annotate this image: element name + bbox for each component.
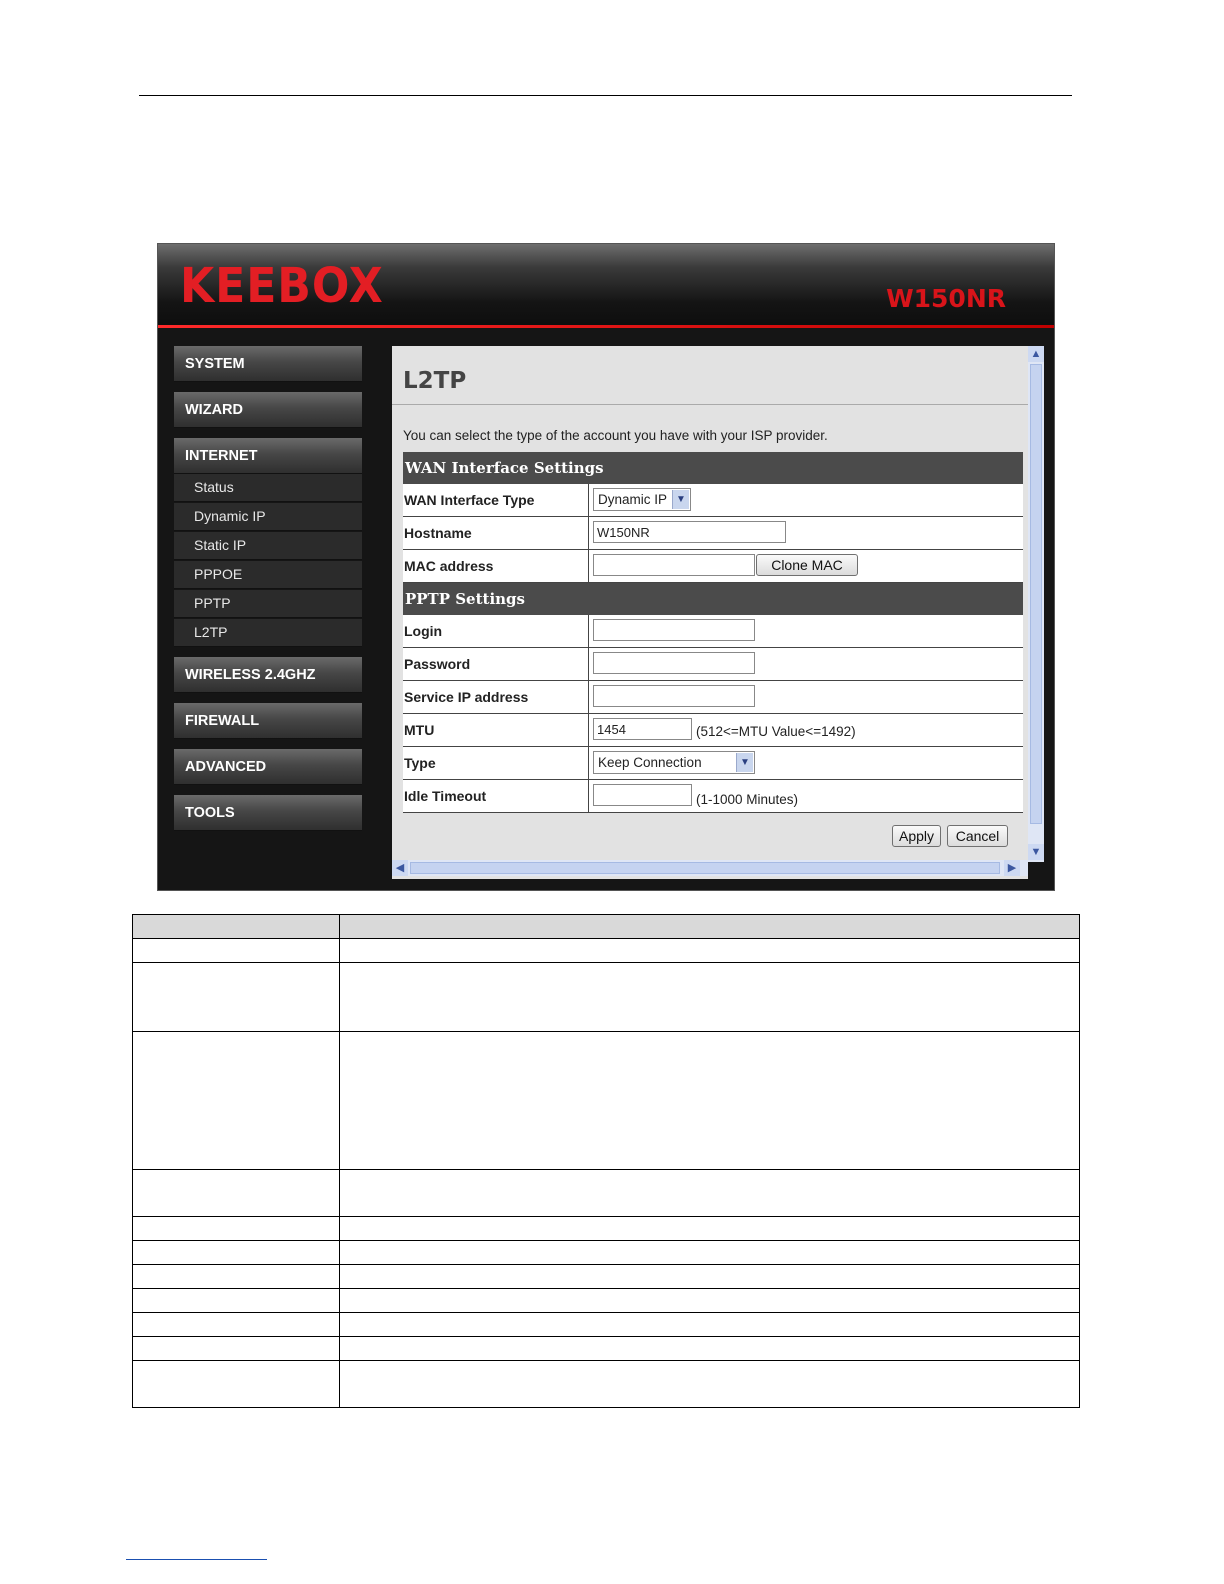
header-red-line [158,325,1054,328]
scroll-up-icon[interactable]: ▲ [1028,346,1044,362]
idle-timeout-input[interactable] [593,784,692,806]
table-row [133,1217,1080,1241]
wan-type-value: Dynamic IP [598,492,668,507]
login-label: Login [404,615,589,647]
cancel-button[interactable]: Cancel [947,825,1008,847]
idle-timeout-row [403,780,1023,813]
table-row [133,1337,1080,1361]
scroll-left-icon[interactable]: ◀ [392,860,408,876]
description-table [132,914,1080,1408]
subnav-status[interactable]: Status [174,474,362,502]
nav-wizard[interactable]: WIZARD [174,392,362,428]
router-header [158,244,1054,328]
wan-type-select[interactable] [593,488,691,511]
table-row [133,939,1080,963]
table-row [133,1032,1080,1170]
login-input[interactable] [593,619,755,641]
nav-advanced[interactable]: ADVANCED [174,749,362,785]
internet-submenu [174,474,362,647]
wan-type-label: WAN Interface Type [404,484,589,516]
horizontal-scrollbar[interactable] [392,860,1028,876]
chevron-down-icon: ▼ [736,753,753,772]
title-divider [392,404,1028,405]
table-header-row [133,915,1080,939]
mac-label: MAC address [404,550,589,582]
footer-link-underline [126,1559,267,1560]
vertical-scroll-thumb[interactable] [1030,364,1042,824]
password-row [403,648,1023,681]
horizontal-scroll-thumb[interactable] [410,862,1000,874]
subnav-pppoe[interactable]: PPPOE [174,561,362,589]
table-row [133,1313,1080,1337]
table-row [133,1289,1080,1313]
mtu-hint: (512<=MTU Value<=1492) [696,724,856,739]
connection-type-select[interactable] [593,751,755,774]
password-label: Password [404,648,589,680]
content-panel [392,346,1028,879]
table-row [133,963,1080,1032]
connection-type-row [403,747,1023,780]
connection-type-value: Keep Connection [598,755,702,770]
subnav-static-ip[interactable]: Static IP [174,532,362,560]
login-row [403,615,1023,648]
nav-system[interactable]: SYSTEM [174,346,362,382]
model-name: W150NR [886,284,1006,313]
page-title: L2TP [403,368,467,394]
scroll-right-icon[interactable]: ▶ [1004,860,1020,876]
nav-firewall[interactable]: FIREWALL [174,703,362,739]
page-top-rule [139,95,1072,96]
settings-form [403,452,1023,813]
hostname-label: Hostname [404,517,589,549]
table-row [133,1265,1080,1289]
nav-wireless[interactable]: WIRELESS 2.4GHZ [174,657,362,693]
mtu-input[interactable]: 1454 [593,718,692,740]
password-input[interactable] [593,652,755,674]
nav-tools[interactable]: TOOLS [174,795,362,831]
connection-type-label: Type [404,747,589,779]
table-row [133,1361,1080,1408]
mac-row [403,550,1023,583]
service-ip-row [403,681,1023,714]
table-row [133,1241,1080,1265]
idle-timeout-label: Idle Timeout [404,780,589,812]
wan-section-header: WAN Interface Settings [403,452,1023,484]
hostname-input[interactable]: W150NR [593,521,786,543]
router-ui-screenshot [157,243,1055,891]
table-row [133,1170,1080,1217]
service-ip-label: Service IP address [404,681,589,713]
page-description: You can select the type of the account you have with your ISP provider. [403,428,828,443]
nav-internet[interactable]: INTERNET [174,438,362,474]
subnav-pptp[interactable]: PPTP [174,590,362,618]
chevron-down-icon: ▼ [672,490,689,509]
mtu-label: MTU [404,714,589,746]
service-ip-input[interactable] [593,685,755,707]
pptp-section-header: PPTP Settings [403,583,1023,615]
mac-input[interactable] [593,554,755,576]
clone-mac-button[interactable]: Clone MAC [756,554,858,576]
wan-type-row [403,484,1023,517]
mtu-row [403,714,1023,747]
apply-button[interactable]: Apply [892,825,941,847]
keebox-logo: KEEBOX [180,258,384,314]
sidebar-nav [174,346,362,841]
vertical-scrollbar[interactable] [1028,346,1044,862]
hostname-row [403,517,1023,550]
subnav-dynamic-ip[interactable]: Dynamic IP [174,503,362,531]
subnav-l2tp[interactable]: L2TP [174,619,362,647]
idle-timeout-hint: (1-1000 Minutes) [696,792,799,807]
scroll-down-icon[interactable]: ▼ [1028,844,1044,860]
